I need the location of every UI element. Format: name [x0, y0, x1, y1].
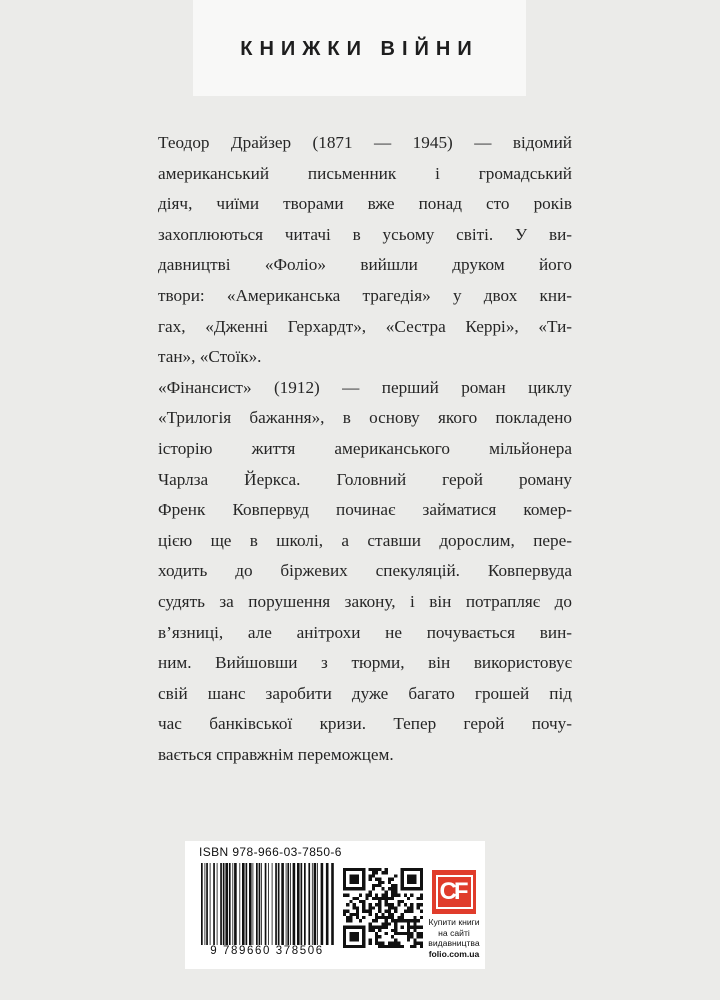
qr-module: [375, 938, 378, 941]
qr-module: [385, 868, 388, 871]
blurb-line: захоплюються читачі в усьому світі. У ви-: [158, 224, 572, 244]
blurb-line: «Трилогія бажання», в основу якого покладено: [158, 408, 572, 428]
qr-module: [375, 894, 378, 897]
qr-module: [394, 942, 397, 945]
qr-module: [410, 906, 413, 909]
qr-module: [391, 942, 394, 945]
qr-module: [378, 906, 381, 909]
qr-module: [404, 910, 407, 913]
qr-module: [401, 916, 404, 919]
qr-module: [369, 868, 372, 871]
qr-module: [356, 916, 359, 919]
qr-module: [417, 903, 420, 906]
blurb-line: діяч, чиїми творами вже понад сто років: [158, 194, 572, 214]
qr-module: [391, 935, 394, 938]
blurb-line: історію життя американського мільйонера: [158, 438, 572, 458]
barcode-bar: [331, 863, 334, 955]
qr-module: [369, 878, 372, 881]
qr-module: [375, 935, 378, 938]
barcode-bar: [256, 863, 258, 945]
qr-module: [401, 945, 404, 948]
qr-module: [378, 881, 381, 884]
qr-module: [346, 916, 349, 919]
qr-module: [385, 871, 388, 874]
qr-module: [375, 926, 378, 929]
blurb-line: судять за порушення закону, і він потрапляє до: [158, 591, 572, 611]
barcode-bar: [210, 863, 211, 945]
qr-module: [375, 916, 378, 919]
qr-module: [388, 910, 391, 913]
qr-module: [413, 922, 416, 925]
qr-module: [365, 894, 368, 897]
qr-module: [413, 916, 416, 919]
qr-module: [353, 897, 356, 900]
qr-module: [394, 938, 397, 941]
qr-module: [417, 932, 420, 935]
blurb-line: ходить до біржевих спекуляцій. Ковпервуда: [158, 561, 572, 581]
qr-module: [413, 919, 416, 922]
qr-module: [381, 913, 384, 916]
qr-module: [369, 922, 372, 925]
qr-module: [391, 945, 394, 948]
qr-module: [378, 868, 381, 871]
qr-module: [388, 922, 391, 925]
qr-module: [417, 906, 420, 909]
qr-module: [369, 890, 372, 893]
blurb-line: «Фінансист» (1912) — перший роман циклу: [158, 377, 572, 397]
qr-module: [375, 942, 378, 945]
qr-module: [375, 913, 378, 916]
barcode-bar: [261, 863, 262, 945]
qr-module: [394, 874, 397, 877]
barcode-bar: [297, 863, 300, 945]
qr-module: [343, 894, 346, 897]
buy-books-note: [423, 917, 485, 959]
barcode-bar: [301, 863, 303, 945]
qr-module: [369, 910, 372, 913]
qr-module: [372, 868, 375, 871]
qr-module: [385, 910, 388, 913]
qr-module: [410, 894, 413, 897]
qr-module: [385, 932, 388, 935]
qr-module: [385, 890, 388, 893]
qr-module: [391, 887, 394, 890]
qr-module: [378, 945, 381, 948]
qr-module: [359, 894, 362, 897]
qr-module: [413, 926, 416, 929]
qr-module: [372, 897, 375, 900]
qr-module: [391, 913, 394, 916]
qr-module: [388, 887, 391, 890]
blurb-line: в’язниці, але анітрохи не почувається вин-: [158, 622, 572, 642]
qr-module: [420, 903, 423, 906]
qr-module: [413, 945, 416, 948]
qr-module: [381, 926, 384, 929]
barcode-bar: [201, 863, 203, 955]
qr-module: [385, 922, 388, 925]
qr-module: [385, 897, 388, 900]
qr-module: [369, 903, 372, 906]
qr-module: [388, 881, 391, 884]
barcode-bar: [317, 863, 318, 945]
blurb-line: американський письменник і громадський: [158, 163, 572, 183]
barcode-bar: [281, 863, 284, 945]
qr-module: [407, 897, 410, 900]
blurb-line: час банківської кризи. Тепер герой почу-: [158, 714, 572, 734]
qr-module: [407, 935, 410, 938]
qr-module: [388, 903, 391, 906]
book-blurb: [158, 128, 572, 770]
qr-module: [372, 884, 375, 887]
qr-module: [394, 887, 397, 890]
buy-note-line: Купити книги: [428, 917, 480, 927]
qr-module: [413, 929, 416, 932]
publisher-logo-text: CF: [436, 875, 473, 909]
qr-module: [378, 929, 381, 932]
qr-module: [369, 913, 372, 916]
qr-module: [378, 878, 381, 881]
qr-module: [346, 903, 349, 906]
qr-module: [394, 906, 397, 909]
qr-module: [385, 900, 388, 903]
qr-module: [391, 897, 394, 900]
qr-module: [375, 868, 378, 871]
qr-module: [397, 894, 400, 897]
blurb-line: ним. Вийшовши з тюрми, він використовує: [158, 653, 572, 673]
qr-module: [372, 871, 375, 874]
qr-module: [362, 910, 365, 913]
qr-module: [385, 919, 388, 922]
qr-module: [381, 894, 384, 897]
qr-module: [343, 913, 346, 916]
qr-module: [349, 913, 352, 916]
qr-module: [353, 903, 356, 906]
qr-module: [375, 878, 378, 881]
blurb-line: давництві «Фоліо» вийшли друком його: [158, 255, 572, 275]
qr-module: [369, 874, 372, 877]
qr-module: [349, 932, 359, 942]
qr-module: [385, 926, 388, 929]
qr-module: [394, 894, 397, 897]
qr-module: [417, 935, 420, 938]
qr-module: [391, 884, 394, 887]
blurb-line: тан», «Стоїк».: [158, 347, 262, 367]
qr-module: [420, 894, 423, 897]
qr-module: [407, 910, 410, 913]
blurb-line: твори: «Американська трагедія» у двох кни-: [158, 285, 572, 305]
qr-module: [362, 903, 365, 906]
qr-module: [369, 942, 372, 945]
blurb-line: Френк Ковпервуд починає займатися комер-: [158, 500, 572, 520]
barcode-bar: [308, 863, 310, 945]
barcode-bar: [304, 863, 306, 945]
barcode-bar: [286, 863, 287, 945]
qr-module: [391, 919, 394, 922]
qr-module: [378, 900, 381, 903]
barcode-bar: [253, 863, 254, 945]
qr-module: [375, 919, 378, 922]
qr-module: [397, 903, 400, 906]
qr-module: [381, 942, 384, 945]
qr-module: [349, 919, 352, 922]
blurb-line: гах, «Дженні Герхардт», «Сестра Керрі», «Ти-: [158, 316, 572, 336]
buy-note-line: на сайті: [438, 927, 470, 938]
barcode-bar: [265, 863, 267, 945]
qr-module: [394, 945, 397, 948]
qr-module: [388, 916, 391, 919]
qr-module: [353, 913, 356, 916]
qr-module: [381, 916, 384, 919]
qr-module: [381, 871, 384, 874]
barcode-bar: [290, 863, 291, 945]
qr-module: [391, 890, 394, 893]
qr-module: [397, 945, 400, 948]
publisher-logo: [432, 870, 476, 914]
qr-module: [369, 929, 372, 932]
barcode-bar: [287, 863, 289, 945]
blurb-line: Чарлза Йеркса. Головний герой роману: [158, 469, 572, 489]
qr-module: [391, 878, 394, 881]
qr-module: [349, 900, 352, 903]
qr-module: [388, 913, 391, 916]
qr-module: [378, 910, 381, 913]
buy-note-line: видавництва: [428, 938, 480, 949]
publisher-url-link[interactable]: folio.com.ua: [428, 948, 480, 959]
barcode-bar: [249, 863, 252, 945]
blurb-paragraph-author: [158, 128, 572, 373]
barcode-digits: 9 789660 378506: [199, 945, 335, 957]
qr-module: [397, 900, 400, 903]
barcode-bar: [326, 863, 329, 945]
qr-module: [391, 929, 394, 932]
qr-module: [381, 881, 384, 884]
qr-module: [378, 926, 381, 929]
barcode-bar: [225, 863, 228, 945]
barcode-bar: [321, 863, 324, 945]
qr-module: [381, 922, 384, 925]
qr-module: [401, 900, 404, 903]
qr-module: [375, 932, 378, 935]
qr-module: [362, 906, 365, 909]
qr-module: [346, 910, 349, 913]
qr-module: [410, 910, 413, 913]
blurb-line: вається справжнім переможцем.: [158, 744, 394, 764]
series-title: КНИЖКИ ВІЙНИ: [240, 38, 479, 60]
qr-module: [410, 903, 413, 906]
qr-module: [391, 906, 394, 909]
qr-module: [417, 897, 420, 900]
barcode-bar: [293, 863, 296, 945]
qr-module: [410, 926, 413, 929]
qr-module: [372, 874, 375, 877]
qr-module: [394, 910, 397, 913]
qr-module: [359, 919, 362, 922]
qr-code-icon[interactable]: [343, 868, 423, 948]
qr-module: [413, 938, 416, 941]
qr-module: [420, 910, 423, 913]
barcode-panel: [185, 841, 485, 969]
qr-module: [375, 884, 378, 887]
barcode-bar: [223, 863, 225, 945]
qr-module: [410, 932, 413, 935]
isbn-number: ISBN 978-966-03-7850-6: [199, 845, 342, 859]
qr-module: [378, 942, 381, 945]
barcode-bar: [234, 863, 237, 945]
qr-module: [407, 906, 410, 909]
barcode-bar: [314, 863, 317, 945]
qr-module: [407, 874, 417, 884]
barcode-bar: [206, 863, 208, 945]
qr-module: [375, 903, 378, 906]
qr-module: [385, 945, 388, 948]
qr-module: [413, 942, 416, 945]
qr-module: [401, 926, 404, 929]
series-band: [193, 0, 526, 96]
qr-module: [394, 884, 397, 887]
qr-module: [381, 945, 384, 948]
qr-module: [346, 919, 349, 922]
qr-module: [372, 906, 375, 909]
qr-module: [378, 916, 381, 919]
qr-module: [391, 903, 394, 906]
qr-module: [407, 938, 410, 941]
qr-module: [404, 903, 407, 906]
qr-module: [391, 894, 394, 897]
qr-module: [385, 894, 388, 897]
barcode-bar: [220, 863, 222, 945]
qr-module: [372, 926, 375, 929]
qr-module: [378, 935, 381, 938]
qr-module: [381, 897, 384, 900]
qr-module: [369, 894, 372, 897]
qr-module: [343, 910, 346, 913]
qr-module: [359, 900, 362, 903]
qr-module: [375, 897, 378, 900]
qr-module: [388, 897, 391, 900]
qr-module: [372, 929, 375, 932]
qr-module: [410, 935, 413, 938]
qr-module: [369, 926, 372, 929]
qr-module: [410, 945, 413, 948]
qr-module: [369, 938, 372, 941]
qr-module: [375, 871, 378, 874]
blurb-line: цією ще в школі, а ставши дорослим, пере-: [158, 530, 572, 550]
qr-module: [394, 890, 397, 893]
qr-module: [372, 887, 375, 890]
barcode-bar: [246, 863, 248, 945]
qr-module: [388, 906, 391, 909]
barcode-bar: [205, 863, 206, 955]
barcode-bar: [239, 863, 240, 945]
barcode-bar: [259, 863, 261, 945]
barcode-bar: [213, 863, 215, 945]
qr-module: [372, 919, 375, 922]
qr-module: [356, 897, 359, 900]
qr-module: [417, 926, 420, 929]
qr-module: [378, 903, 381, 906]
qr-module: [401, 913, 404, 916]
qr-module: [365, 910, 368, 913]
qr-module: [346, 894, 349, 897]
qr-module: [356, 913, 359, 916]
qr-module: [388, 878, 391, 881]
qr-module: [385, 903, 388, 906]
qr-module: [378, 884, 381, 887]
qr-module: [362, 900, 365, 903]
qr-module: [388, 942, 391, 945]
qr-module: [388, 945, 391, 948]
qr-module: [420, 897, 423, 900]
qr-module: [397, 916, 400, 919]
qr-module: [397, 942, 400, 945]
barcode-bar: [312, 863, 313, 945]
barcode-bar: [272, 863, 273, 945]
barcode-bar: [268, 863, 269, 955]
qr-module: [369, 906, 372, 909]
qr-module: [365, 897, 368, 900]
blurb-line: Теодор Драйзер (1871 — 1945) — відомий: [158, 133, 572, 152]
blurb-paragraph-novel: [158, 373, 572, 771]
qr-module: [349, 874, 359, 884]
qr-module: [356, 910, 359, 913]
barcode-bar: [217, 863, 218, 945]
qr-module: [362, 916, 365, 919]
qr-module: [410, 919, 413, 922]
qr-module: [356, 906, 359, 909]
barcode-bar: [232, 863, 233, 945]
qr-module: [381, 887, 384, 890]
barcode-bar: [275, 863, 277, 945]
barcode-bar: [229, 863, 231, 945]
qr-module: [417, 942, 420, 945]
qr-module: [378, 897, 381, 900]
qr-module: [353, 906, 356, 909]
qr-module: [417, 919, 420, 922]
barcode-bar: [242, 863, 245, 945]
qr-module: [385, 916, 388, 919]
qr-module: [404, 894, 407, 897]
blurb-line: свій шанс заробити дуже багато грошей під: [158, 683, 572, 703]
qr-module: [391, 916, 394, 919]
qr-module: [349, 916, 352, 919]
barcode-bar: [278, 863, 280, 945]
